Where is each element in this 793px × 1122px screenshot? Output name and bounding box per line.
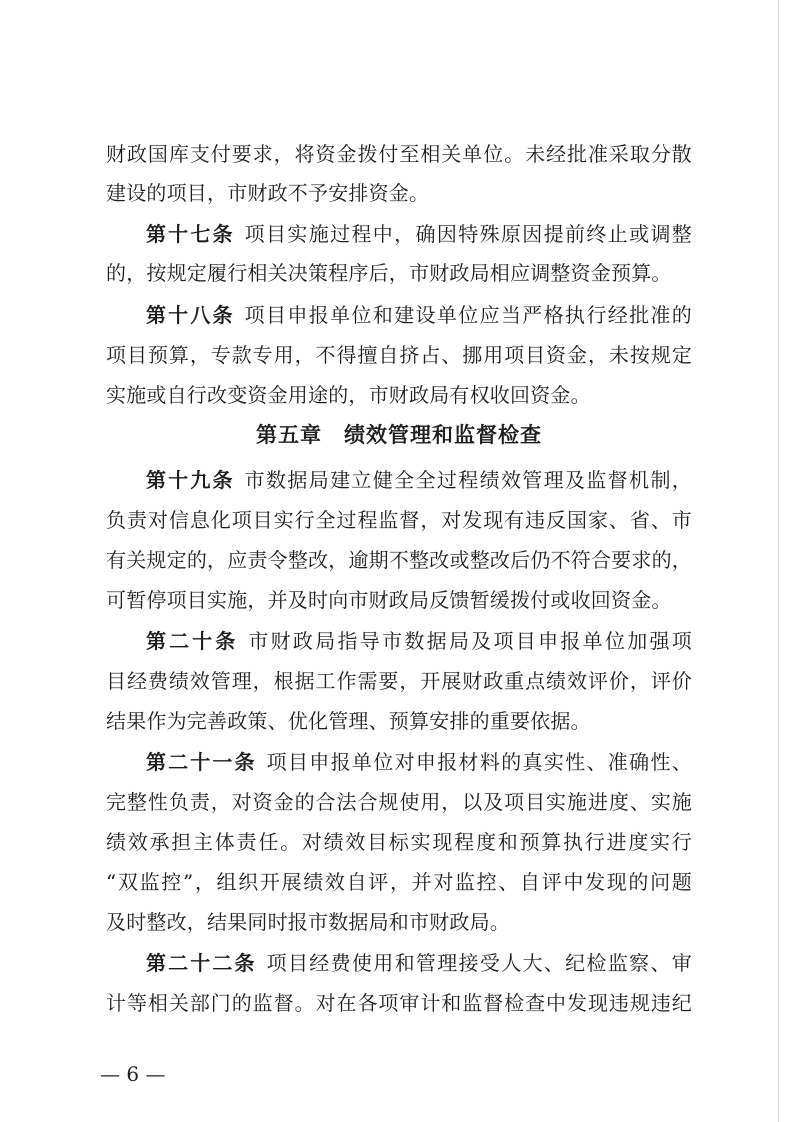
text-line: “双监控”，组织开展绩效自评，并对监控、自评中发现的问题 [106,870,692,894]
article-19-heading: 第十九条 [146,468,235,492]
text-line: 负责对信息化项目实行全过程监督，对发现有违反国家、省、市 [106,508,692,532]
text-line: 实施或自行改变资金用途的，市财政局有权收回资金。 [106,383,591,407]
text-line: 的，按规定履行相关决策程序后，市财政局相应调整资金预算。 [106,261,672,285]
article-20-heading: 第二十条 [146,629,239,653]
text-line: 计等相关部门的监督。对在各项审计和监督检查中发现违规违纪 [106,991,692,1015]
article-22-first-line [146,949,692,977]
article-21-heading: 第二十一条 [146,750,257,774]
article-18-first-line [146,301,692,329]
text-line: 项目经费使用和管理接受人大、纪检监察、审 [266,951,692,975]
text-line: 有关规定的，应责令整改，逾期不整改或整改后仍不符合要求的， [106,548,692,572]
article-22-heading: 第二十二条 [146,951,257,975]
text-line: 建设的项目，市财政不予安排资金。 [106,181,430,205]
text-line: 项目实施过程中，确因特殊原因提前终止或调整 [244,222,693,246]
article-20-first-line [146,627,692,655]
article-17-heading: 第十七条 [146,222,235,246]
text-line: 市数据局建立健全全过程绩效管理及监督机制， [244,468,693,492]
text-line: 完整性负责，对资金的合法合规使用，以及项目实施进度、实施 [106,790,692,814]
text-line: 市财政局指导市数据局及项目申报单位加强项 [248,629,693,653]
text-line: 项目申报单位对申报材料的真实性、准确性、 [266,750,692,774]
article-17-first-line [146,220,692,248]
text-line: 项目申报单位和建设单位应当严格执行经批准的 [244,303,693,327]
text-line: 财政国库支付要求，将资金拨付至相关单位。未经批准采取分散 [106,142,692,166]
text-line: 及时整改，结果同时报市数据局和市财政局。 [106,910,510,934]
text-line: 目经费绩效管理，根据工作需要，开展财政重点绩效评价，评价 [106,669,692,693]
text-line: 可暂停项目实施，并及时向市财政局反馈暂缓拨付或收回资金。 [106,588,672,612]
page-edge [778,0,779,1122]
chapter-heading [106,421,692,449]
article-19-first-line [146,466,692,494]
chapter-number: 第五章 [256,423,322,447]
text-line: 项目预算，专款专用，不得擅自挤占、挪用项目资金，未按规定 [106,343,692,367]
article-18-heading: 第十八条 [146,303,235,327]
page-number: — 6 — [100,1062,166,1086]
text-line: 结果作为完善政策、优化管理、预算安排的重要依据。 [106,709,591,733]
article-21-first-line [146,748,692,776]
text-line: 绩效承担主体责任。对绩效目标实现程度和预算执行进度实行 [106,830,692,854]
chapter-title: 绩效管理和监督检查 [344,423,542,447]
